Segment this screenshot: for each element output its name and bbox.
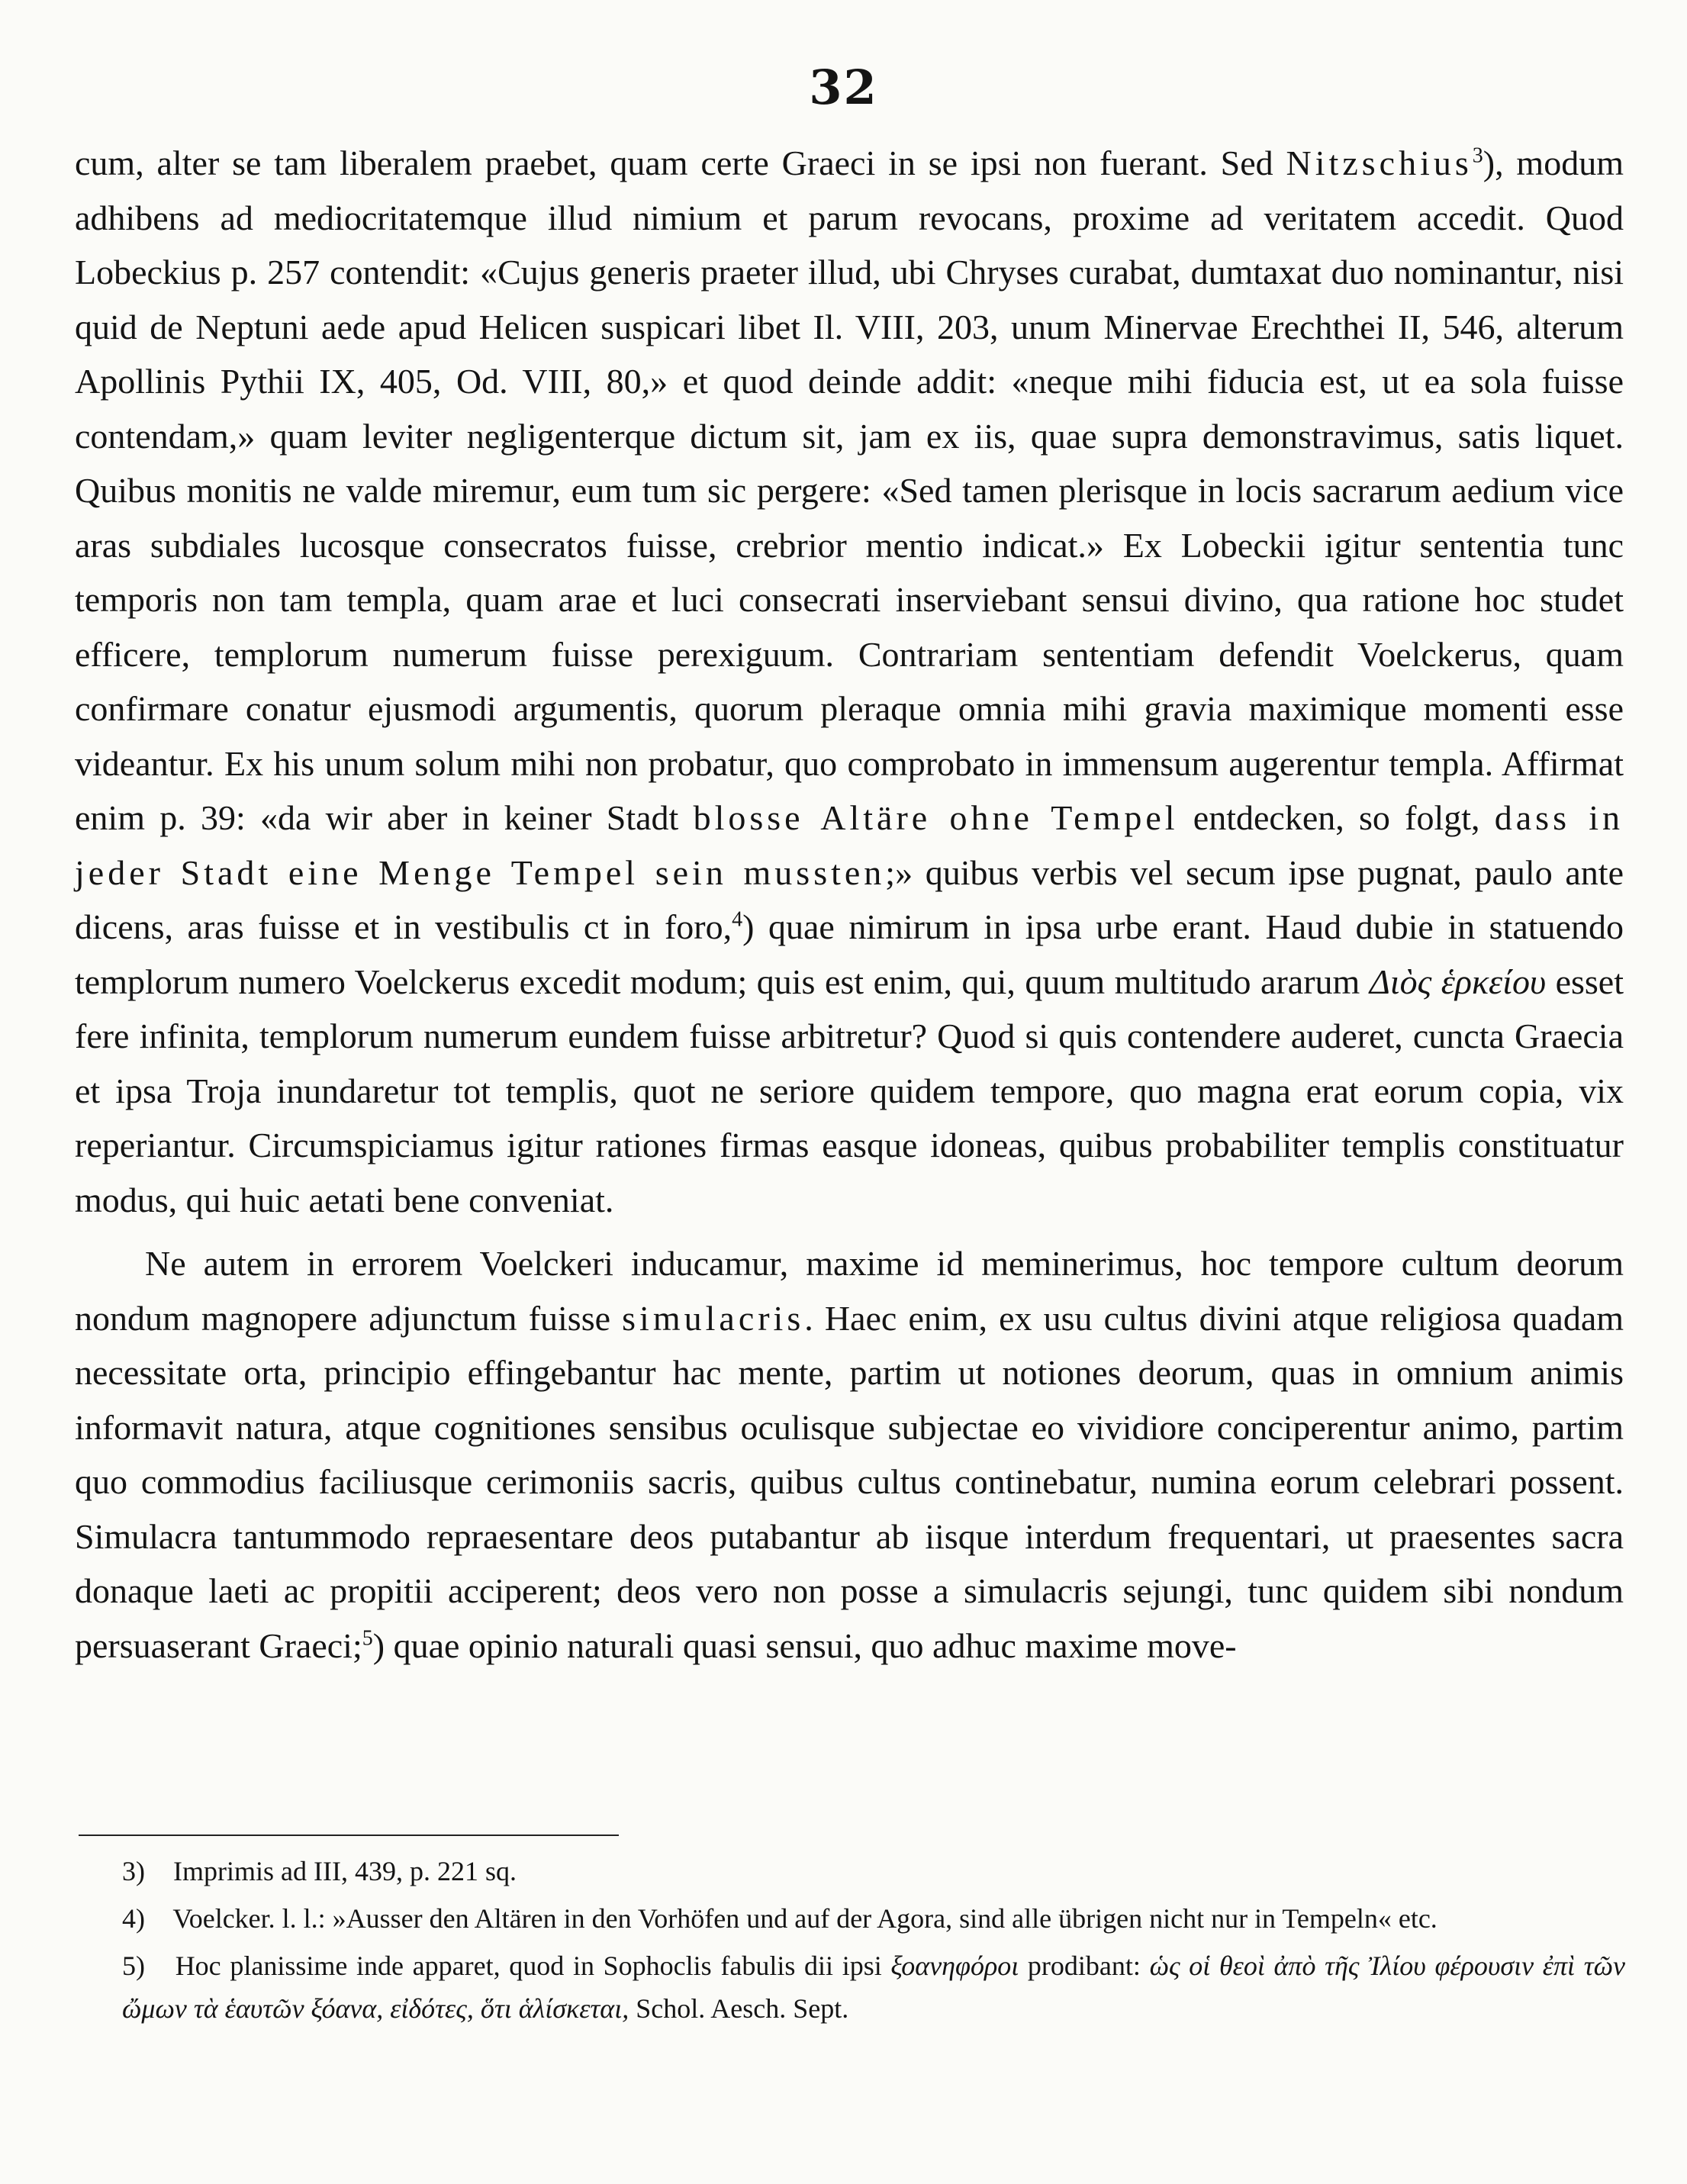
footnote-text: Imprimis ad III, 439, p. 221 sq. — [173, 1856, 517, 1886]
paragraph-1-text-4: ;» quibus verbis vel secum ipse pugnat, paulo ante dicens, aras fuisse et in vestibulis ct in foro, — [75, 852, 1624, 946]
paragraph-1-text-6: esset fere infinita, templorum numerum eundem fuisse arbitretur? Quod si quis contendere auderet, cuncta Graecia et ipsa Troja inundaretur tot templis, quot ne seriore quidem tempore, quo magna erat eorum copia, vix reperiantur. Circumspiciamus igitur rationes firmas easque idoneas, quibus probabiliter templis constituatur modus, qui huic aetati bene conveniat. — [75, 962, 1624, 1219]
footnote-number: 5) — [122, 1950, 145, 1981]
spaced-german-1: blosse Altäre ohne Tempel — [693, 798, 1179, 837]
footnote-number: 3) — [122, 1856, 145, 1886]
footnote-ref-5: 5 — [362, 1626, 373, 1651]
paragraph-2-text-2: . Haec enim, ex usu cultus divini atque religiosa quadam necessitate orta, principio effingebantur hac mente, partim ut notiones deorum, quas in omnium animis informavit natura, atque cognitiones sensibus oculisque subjectae eo vividiore conciperentur animo, partim quo commodius faciliusque cerimoniis sacris, quibus cultus continebatur, numina eorum celebrari possent. Simulacra tantummodo repraesentare deos putabantur ab iisque interdum frequentari, ut praesentes sacra donaque laeti ac propitii acciperent; deos vero non posse a simulacris sejungi, tunc quidem sibi nondum persuaserant Graeci; — [75, 1298, 1624, 1665]
footnote-5 — [122, 1944, 1625, 2030]
paragraph-1 — [75, 136, 1624, 1227]
footnote-greek-2: ὡς οἱ θεοὶ ἀπὸ τῆς Ἰλίου φέρουσιν ἐπὶ τῶν ὤμων τὰ ἑαυτῶν ξόανα, εἰδότες, ὅτι ἁλίσκεται, — [122, 1950, 1625, 2024]
footnote-greek-1: ξοανηφόροι — [890, 1950, 1019, 1981]
paragraph-1-text-3: entdecken, so folgt, — [1178, 798, 1495, 837]
greek-phrase: Διὸς ἑρκείου — [1369, 962, 1547, 1001]
footnote-3 — [122, 1850, 1625, 1892]
paragraph-2-text-3: ) quae opinio naturali quasi sensui, quo adhuc maxime move- — [372, 1625, 1237, 1665]
paragraph-2 — [75, 1236, 1624, 1673]
footnote-text: Voelcker. l. l.: »Ausser den Altären in den Vorhöfen und auf der Agora, sind alle übrigen nicht nur in Tempeln« etc. — [172, 1903, 1437, 1934]
spaced-german-2: dass in jeder Stadt eine Menge Tempel sein mussten — [75, 798, 1624, 892]
footnote-text: Hoc planissime inde apparet, quod in Sophoclis fabulis dii ipsi — [175, 1950, 891, 1981]
footnotes — [122, 1850, 1625, 2034]
paragraph-1-text-5: ) quae nimirum in ipsa urbe erant. Haud dubie in statuendo templorum numero Voelckerus excedit modum; quis est enim, qui, quum multitudo ararum — [75, 907, 1624, 1001]
footnote-number: 4) — [122, 1903, 145, 1934]
spaced-simulacris: simulacris — [622, 1298, 805, 1338]
footnote-text: prodibant: — [1019, 1950, 1150, 1981]
paragraph-2-text-1: Ne autem in errorem Voelckeri inducamur, maxime id meminerimus, hoc tempore cultum deorum nondum magnopere adjunctum fuisse — [75, 1244, 1624, 1338]
paragraph-1-text-2: ), modum adhibens ad mediocritatemque illud nimium et parum revocans, proxime ad veritatem accedit. Quod Lobeckius p. 257 contendit: «Cujus generis praeter illud, ubi Chryses curabat, dumtaxat duo nominantur, nisi quid de Neptuni aede apud Helicen suspicari libet Il. VIII, 203, unum Minervae Erechthei II, 546, alterum Apollinis Pythii IX, 405, Od. VIII, 80,» et quod deinde addit: «neque mihi fiducia est, ut ea sola fuisse contendam,» quam leviter negligenterque dictum sit, jam ex iis, quae supra demonstravimus, satis liquet. Quibus monitis ne valde miremur, eum tum sic pergere: «Sed tamen plerisque in locis sacrarum aedium vice aras subdiales lucosque consecratos fuisse, crebrior mentio indicat.» Ex Lobeckii igitur sententia tunc temporis non tam templa, quam arae et luci consecrati inserviebant sensui divino, qua ratione hoc studet efficere, templorum numerum fuisse perexiguum. Contrariam sententiam defendit Voelckerus, quam confirmare conatur ejusmodi argumentis, quorum pleraque omnia mihi gravia maximique momenti esse videantur. Ex his unum solum mihi non probatur, quo comprobato in immensum augerentur templa. Affirmat enim p. 39: «da wir aber in keiner Stadt — [75, 143, 1624, 837]
main-text — [75, 136, 1624, 1673]
author-nitzschius: Nitzschius — [1286, 143, 1473, 182]
page-number: 32 — [809, 60, 878, 115]
footnote-text: Schol. Aesch. Sept. — [629, 1993, 849, 2024]
footnote-divider — [79, 1834, 619, 1836]
footnote-ref-4: 4 — [732, 907, 743, 932]
paragraph-1-text-1: cum, alter se tam liberalem praebet, quam certe Graeci in se ipsi non fuerant. Sed — [75, 143, 1286, 182]
footnote-4 — [122, 1897, 1625, 1940]
footnote-ref-3: 3 — [1472, 143, 1483, 168]
